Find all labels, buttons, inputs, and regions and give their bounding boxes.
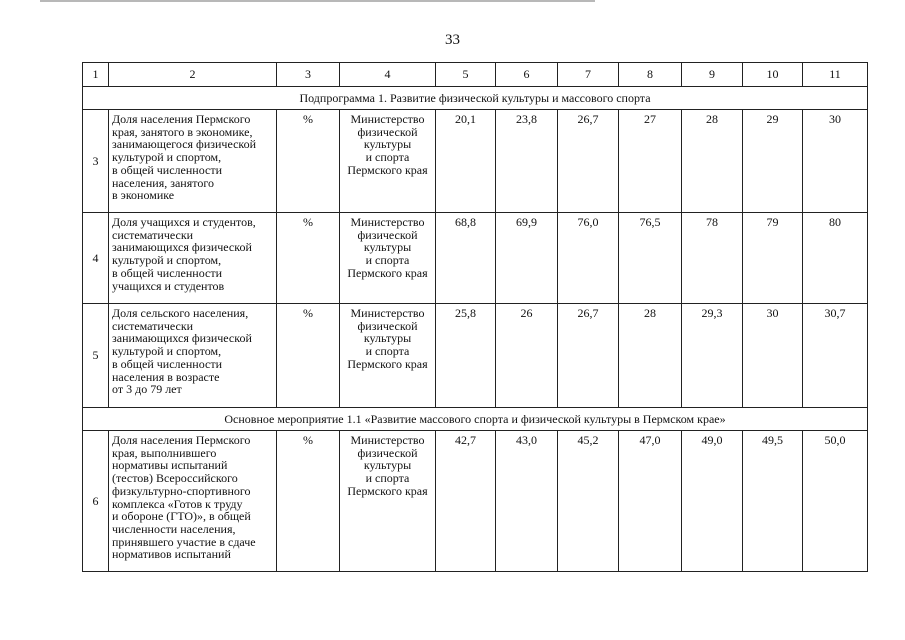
indicator-name bbox=[109, 304, 277, 408]
agency-text: Министерство физической культуры и спорта Пермского края bbox=[347, 433, 428, 498]
value-cell: 23,8 bbox=[496, 110, 558, 213]
table-row bbox=[83, 304, 868, 408]
agency-text: Министерство физической культуры и спорта Пермского края bbox=[347, 306, 428, 371]
value-cell: 69,9 bbox=[496, 213, 558, 304]
row-number: 5 bbox=[83, 304, 109, 408]
value-cell: 30 bbox=[743, 304, 803, 408]
value-cell: 20,1 bbox=[436, 110, 496, 213]
table-row bbox=[83, 110, 868, 213]
section-title: Подпрограмма 1. Развитие физической культуры и массового спорта bbox=[83, 87, 868, 110]
unit-cell: % bbox=[277, 110, 340, 213]
value-cell: 50,0 bbox=[803, 431, 868, 572]
value-cell: 29,3 bbox=[682, 304, 743, 408]
page-number: 33 bbox=[445, 32, 460, 48]
header-cell: 7 bbox=[558, 63, 619, 87]
column-number-row bbox=[83, 63, 868, 87]
value-cell: 28 bbox=[682, 110, 743, 213]
indicator-name bbox=[109, 213, 277, 304]
unit-cell: % bbox=[277, 304, 340, 408]
indicators-table bbox=[82, 62, 868, 572]
value-cell: 68,8 bbox=[436, 213, 496, 304]
value-cell: 26 bbox=[496, 304, 558, 408]
value-cell: 27 bbox=[619, 110, 682, 213]
table-row bbox=[83, 213, 868, 304]
indicator-name-text: Доля учащихся и студентов, систематически занимающихся физической культурой и спортом, в общей численности учащихся и студентов bbox=[112, 215, 256, 293]
agency-cell bbox=[340, 213, 436, 304]
value-cell: 29 bbox=[743, 110, 803, 213]
section-title: Основное мероприятие 1.1 «Развитие массового спорта и физической культуры в Пермском крае» bbox=[83, 408, 868, 431]
scan-edge-line bbox=[40, 0, 595, 2]
header-cell: 9 bbox=[682, 63, 743, 87]
agency-cell bbox=[340, 304, 436, 408]
header-cell: 5 bbox=[436, 63, 496, 87]
indicator-name bbox=[109, 431, 277, 572]
value-cell: 42,7 bbox=[436, 431, 496, 572]
header-cell: 10 bbox=[743, 63, 803, 87]
header-cell: 4 bbox=[340, 63, 436, 87]
indicator-name-text: Доля сельского населения, систематически занимающихся физической культурой и спортом, в общей численности населения в возрасте от 3 до 79 лет bbox=[112, 306, 252, 397]
header-cell: 8 bbox=[619, 63, 682, 87]
section-row-subprogram bbox=[83, 87, 868, 110]
value-cell: 26,7 bbox=[558, 304, 619, 408]
agency-text: Министерство физической культуры и спорта Пермского края bbox=[347, 112, 428, 177]
value-cell: 28 bbox=[619, 304, 682, 408]
value-cell: 49,0 bbox=[682, 431, 743, 572]
agency-text: Министерство физической культуры и спорта Пермского края bbox=[347, 215, 428, 280]
value-cell: 30,7 bbox=[803, 304, 868, 408]
header-cell: 3 bbox=[277, 63, 340, 87]
row-number: 4 bbox=[83, 213, 109, 304]
value-cell: 49,5 bbox=[743, 431, 803, 572]
section-row-main-activity bbox=[83, 408, 868, 431]
indicator-name-text: Доля населения Пермского края, выполнившего нормативы испытаний (тестов) Всероссийского физкультурно-спортивного комплекса «Готов к труду и обороне (ГТО)», в общей численности населения, принявшего участие в сдаче нормативов испытаний bbox=[112, 433, 256, 562]
indicator-name bbox=[109, 110, 277, 213]
header-cell: 2 bbox=[109, 63, 277, 87]
value-cell: 30 bbox=[803, 110, 868, 213]
unit-cell: % bbox=[277, 213, 340, 304]
value-cell: 78 bbox=[682, 213, 743, 304]
agency-cell bbox=[340, 431, 436, 572]
value-cell: 25,8 bbox=[436, 304, 496, 408]
agency-cell bbox=[340, 110, 436, 213]
value-cell: 80 bbox=[803, 213, 868, 304]
row-number: 6 bbox=[83, 431, 109, 572]
header-cell: 6 bbox=[496, 63, 558, 87]
value-cell: 76,5 bbox=[619, 213, 682, 304]
value-cell: 79 bbox=[743, 213, 803, 304]
value-cell: 76,0 bbox=[558, 213, 619, 304]
value-cell: 43,0 bbox=[496, 431, 558, 572]
value-cell: 26,7 bbox=[558, 110, 619, 213]
unit-cell: % bbox=[277, 431, 340, 572]
header-cell: 11 bbox=[803, 63, 868, 87]
row-number: 3 bbox=[83, 110, 109, 213]
header-cell: 1 bbox=[83, 63, 109, 87]
indicator-name-text: Доля населения Пермского края, занятого в экономике, занимающегося физической культурой и спортом, в общей численности населения, занятого в экономике bbox=[112, 112, 257, 203]
table-row bbox=[83, 431, 868, 572]
value-cell: 45,2 bbox=[558, 431, 619, 572]
value-cell: 47,0 bbox=[619, 431, 682, 572]
